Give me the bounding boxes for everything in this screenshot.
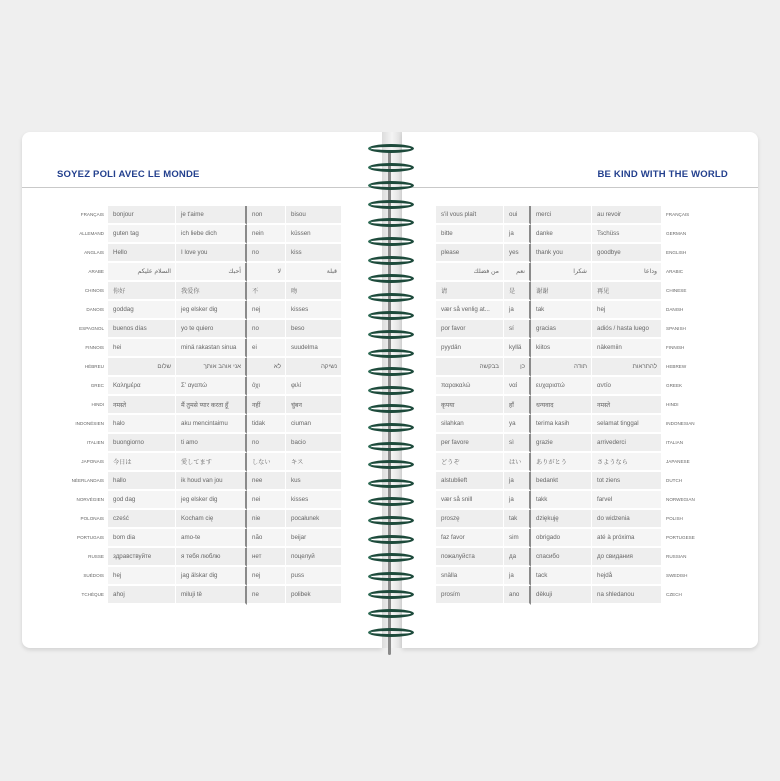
phrase-cell: arrivederci <box>592 434 662 453</box>
phrase-cell: bacio <box>286 434 342 453</box>
phrase-row <box>436 263 710 282</box>
phrase-row <box>436 282 710 301</box>
phrase-cell: ciuman <box>286 415 342 434</box>
phrase-cell: goddag <box>108 301 176 320</box>
phrase-cell: मैं तुमसे प्यार करता हूँ <box>176 396 247 415</box>
phrase-cell: Kocham cię <box>176 510 247 529</box>
phrase-row <box>52 206 342 225</box>
phrase-cell: نعم <box>504 263 531 282</box>
phrase-cell: tidak <box>247 415 286 434</box>
phrase-cell: παρακαλώ <box>436 377 504 396</box>
language-label: PORTUGESE <box>662 529 710 548</box>
phrase-cell: kus <box>286 472 342 491</box>
phrase-cell: miluji tě <box>176 586 247 605</box>
language-label: FINNISH <box>662 339 710 358</box>
phrase-cell: 再见 <box>592 282 662 301</box>
phrase-cell: please <box>436 244 504 263</box>
phrase-cell: vær så snill <box>436 491 504 510</box>
phrase-cell: dziękuję <box>531 510 592 529</box>
phrase-cell: adiós / hasta luego <box>592 320 662 339</box>
language-label: CZECH <box>662 586 710 605</box>
phrase-cell: नमस्ते <box>592 396 662 415</box>
phrase-row <box>436 491 710 510</box>
phrase-cell: ano <box>504 586 531 605</box>
phrase-row <box>436 453 710 472</box>
phrase-cell: au revoir <box>592 206 662 225</box>
phrase-row <box>436 472 710 491</box>
spiral-coil <box>368 237 414 246</box>
language-label: NÉERLANDAIS <box>52 472 108 491</box>
phrase-row <box>436 320 710 339</box>
phrase-cell: kisses <box>286 301 342 320</box>
phrase-row <box>436 415 710 434</box>
phrase-cell: vær så venlig at... <box>436 301 504 320</box>
phrase-cell: nei <box>247 491 286 510</box>
phrase-cell: 我爱你 <box>176 282 247 301</box>
phrase-cell: السلام عليكم <box>108 263 176 282</box>
left-phrase-table <box>52 206 342 605</box>
phrase-cell: さようなら <box>592 453 662 472</box>
phrase-cell: कृपया <box>436 396 504 415</box>
phrase-cell: non <box>247 206 286 225</box>
phrase-cell: yes <box>504 244 531 263</box>
phrase-cell: sim <box>504 529 531 548</box>
phrase-row <box>52 263 342 282</box>
phrase-cell: tot ziens <box>592 472 662 491</box>
phrase-row <box>52 510 342 529</box>
phrase-cell: ναί <box>504 377 531 396</box>
phrase-cell: до свидания <box>592 548 662 567</box>
phrase-cell: farvel <box>592 491 662 510</box>
phrase-cell: danke <box>531 225 592 244</box>
phrase-row <box>52 396 342 415</box>
phrase-cell: até à próxima <box>592 529 662 548</box>
phrase-cell: alstublieft <box>436 472 504 491</box>
phrase-cell: oui <box>504 206 531 225</box>
phrase-cell: כן <box>504 358 531 377</box>
phrase-cell: snälla <box>436 567 504 586</box>
language-label: RUSSIAN <box>662 548 710 567</box>
phrase-cell: amo-te <box>176 529 247 548</box>
phrase-cell: 你好 <box>108 282 176 301</box>
language-label: CHINOIS <box>52 282 108 301</box>
phrase-cell: 今日は <box>108 453 176 472</box>
phrase-cell: děkuji <box>531 586 592 605</box>
phrase-row <box>52 491 342 510</box>
phrase-cell: Σ' αγαπώ <box>176 377 247 396</box>
language-label: HEBREW <box>662 358 710 377</box>
phrase-cell: من فضلك <box>436 263 504 282</box>
phrase-cell: 请 <box>436 282 504 301</box>
phrase-cell: no <box>247 320 286 339</box>
phrase-cell: ahoj <box>108 586 176 605</box>
phrase-cell: bonjour <box>108 206 176 225</box>
phrase-cell: bom dia <box>108 529 176 548</box>
phrase-cell: Hello <box>108 244 176 263</box>
phrase-cell: φιλί <box>286 377 342 396</box>
phrase-cell: suudelma <box>286 339 342 358</box>
phrase-cell: pocałunek <box>286 510 342 529</box>
phrase-row <box>52 529 342 548</box>
phrase-row <box>436 567 710 586</box>
phrase-row <box>52 358 342 377</box>
phrase-cell: 愛してます <box>176 453 247 472</box>
phrase-cell: pyydän <box>436 339 504 358</box>
spiral-coil <box>368 609 414 618</box>
language-label: ITALIEN <box>52 434 108 453</box>
phrase-cell: キス <box>286 453 342 472</box>
phrase-cell: נשיקה <box>286 358 342 377</box>
phrase-cell: я тебя люблю <box>176 548 247 567</box>
spiral-coil <box>368 330 414 339</box>
phrase-row <box>436 548 710 567</box>
phrase-cell: ja <box>504 491 531 510</box>
phrase-cell: do widzenia <box>592 510 662 529</box>
phrase-cell: לא <box>247 358 286 377</box>
phrase-cell: terima kasih <box>531 415 592 434</box>
phrase-cell: ja <box>504 301 531 320</box>
phrase-cell: selamat tinggal <box>592 415 662 434</box>
left-page-title: SOYEZ POLI AVEC LE MONDE <box>57 169 200 180</box>
phrase-cell: I love you <box>176 244 247 263</box>
phrase-cell: ja <box>504 225 531 244</box>
phrase-row <box>436 510 710 529</box>
phrase-cell: por favor <box>436 320 504 339</box>
phrase-cell: no <box>247 434 286 453</box>
left-page <box>22 132 382 648</box>
phrase-row <box>436 358 710 377</box>
phrase-cell: ti amo <box>176 434 247 453</box>
language-label: SWEDISH <box>662 567 710 586</box>
language-label: ENGLISH <box>662 244 710 263</box>
phrase-cell: спасибо <box>531 548 592 567</box>
phrase-cell: kisses <box>286 491 342 510</box>
phrase-cell: na shledanou <box>592 586 662 605</box>
spiral-coil <box>368 163 414 172</box>
phrase-row <box>436 529 710 548</box>
phrase-cell: בבקשה <box>436 358 504 377</box>
phrase-cell: ありがとう <box>531 453 592 472</box>
language-label: GREC <box>52 377 108 396</box>
language-label: FINNOIS <box>52 339 108 358</box>
phrase-cell: küssen <box>286 225 342 244</box>
phrase-cell: puss <box>286 567 342 586</box>
phrase-cell: je t'aime <box>176 206 247 225</box>
phrase-row <box>52 301 342 320</box>
spiral-coil <box>368 516 414 525</box>
phrase-row <box>52 282 342 301</box>
phrase-cell: beijar <box>286 529 342 548</box>
phrase-row <box>436 206 710 225</box>
phrase-cell: bedankt <box>531 472 592 491</box>
spiral-coil <box>368 200 414 209</box>
phrase-cell: όχι <box>247 377 286 396</box>
phrase-cell: Καλημέρα <box>108 377 176 396</box>
phrase-cell: नहीं <box>247 396 286 415</box>
spiral-coil <box>368 572 414 581</box>
language-label: CHINESE <box>662 282 710 301</box>
phrase-cell: thank you <box>531 244 592 263</box>
phrase-cell: hej <box>108 567 176 586</box>
phrase-row <box>52 586 342 605</box>
phrase-row <box>436 339 710 358</box>
phrase-cell: لا <box>247 263 286 282</box>
language-label: ITALIAN <box>662 434 710 453</box>
phrase-cell: grazie <box>531 434 592 453</box>
phrase-cell: ya <box>504 415 531 434</box>
phrase-cell: пожалуйста <box>436 548 504 567</box>
language-label: INDONÉSIEN <box>52 415 108 434</box>
phrase-cell: धन्यवाद <box>531 396 592 415</box>
phrase-cell: どうぞ <box>436 453 504 472</box>
phrase-cell: здравствуйте <box>108 548 176 567</box>
phrase-row <box>52 548 342 567</box>
language-label: NORVÉGIEN <box>52 491 108 510</box>
phrase-row <box>436 244 710 263</box>
phrase-cell: beso <box>286 320 342 339</box>
phrase-cell: hallo <box>108 472 176 491</box>
phrase-row <box>436 434 710 453</box>
phrase-cell: hej <box>592 301 662 320</box>
phrase-cell: merci <box>531 206 592 225</box>
phrase-cell: ei <box>247 339 286 358</box>
phrase-cell: שלום <box>108 358 176 377</box>
phrase-cell: ik houd van jou <box>176 472 247 491</box>
phrase-cell: tak <box>531 301 592 320</box>
right-page <box>402 132 758 648</box>
phrase-cell: ne <box>247 586 286 605</box>
phrase-cell: sì <box>504 434 531 453</box>
spiral-coil <box>368 386 414 395</box>
language-label: FRANÇAIS <box>52 206 108 225</box>
phrase-row <box>52 244 342 263</box>
language-label: FRANÇAIS <box>662 206 710 225</box>
phrase-cell: takk <box>531 491 592 510</box>
phrase-cell: god dag <box>108 491 176 510</box>
phrase-row <box>52 453 342 472</box>
phrase-cell: hei <box>108 339 176 358</box>
phrase-cell: polibek <box>286 586 342 605</box>
phrase-cell: nej <box>247 567 286 586</box>
language-label: GREEK <box>662 377 710 396</box>
language-label: INDONESIAN <box>662 415 710 434</box>
phrase-cell: tack <box>531 567 592 586</box>
phrase-cell: ich liebe dich <box>176 225 247 244</box>
phrase-cell: nie <box>247 510 286 529</box>
spiral-coil <box>368 535 414 544</box>
phrase-row <box>436 586 710 605</box>
phrase-cell: kyllä <box>504 339 531 358</box>
phrase-cell: ja <box>504 472 531 491</box>
phrase-cell: näkemiin <box>592 339 662 358</box>
language-label: ANGLAIS <box>52 244 108 263</box>
phrase-cell: चुंबन <box>286 396 342 415</box>
language-label: GERMAN <box>662 225 710 244</box>
right-page-title: BE KIND WITH THE WORLD <box>597 169 728 180</box>
phrase-row <box>52 415 342 434</box>
phrase-cell: αντίο <box>592 377 662 396</box>
phrase-cell: नमस्ते <box>108 396 176 415</box>
phrase-cell: شكرا <box>531 263 592 282</box>
phrase-cell: 不 <box>247 282 286 301</box>
language-label: HINDI <box>662 396 710 415</box>
phrase-cell: buenos días <box>108 320 176 339</box>
phrase-cell: قبلة <box>286 263 342 282</box>
phrase-cell: 谢谢 <box>531 282 592 301</box>
phrase-cell: goodbye <box>592 244 662 263</box>
phrase-cell: وداعا <box>592 263 662 282</box>
right-phrase-table <box>436 206 710 605</box>
spiral-coil <box>368 256 414 265</box>
language-label: HÉBREU <box>52 358 108 377</box>
phrase-cell: да <box>504 548 531 567</box>
phrase-cell: bisou <box>286 206 342 225</box>
language-label: DANISH <box>662 301 710 320</box>
phrase-cell: しない <box>247 453 286 472</box>
language-label: RUSSE <box>52 548 108 567</box>
phrase-row <box>52 567 342 586</box>
phrase-cell: להתראות <box>592 358 662 377</box>
phrase-cell: proszę <box>436 510 504 529</box>
phrase-cell: hejdå <box>592 567 662 586</box>
phrase-cell: はい <box>504 453 531 472</box>
phrase-cell: silahkan <box>436 415 504 434</box>
language-label: NORWEGIAN <box>662 491 710 510</box>
phrase-cell: jeg elsker dig <box>176 491 247 510</box>
phrase-cell: minä rakastan sinua <box>176 339 247 358</box>
phrase-cell: cześć <box>108 510 176 529</box>
phrase-row <box>436 301 710 320</box>
phrase-cell: kiss <box>286 244 342 263</box>
phrase-cell: jag älskar dig <box>176 567 247 586</box>
language-label: DUTCH <box>662 472 710 491</box>
language-label: ARABE <box>52 263 108 282</box>
phrase-row <box>52 434 342 453</box>
language-label: ALLEMAND <box>52 225 108 244</box>
phrase-cell: faz favor <box>436 529 504 548</box>
phrase-row <box>52 339 342 358</box>
phrase-cell: 是 <box>504 282 531 301</box>
phrase-cell: jeg elsker dig <box>176 301 247 320</box>
phrase-cell: ja <box>504 567 531 586</box>
phrase-cell: поцелуй <box>286 548 342 567</box>
phrase-row <box>52 377 342 396</box>
phrase-cell: buongiorno <box>108 434 176 453</box>
phrase-row <box>52 320 342 339</box>
spiral-coil <box>368 628 414 637</box>
spiral-coil <box>368 442 414 451</box>
title-divider <box>22 187 382 188</box>
language-label: HINDI <box>52 396 108 415</box>
phrase-cell: gracias <box>531 320 592 339</box>
spiral-coil <box>368 349 414 358</box>
phrase-cell: nein <box>247 225 286 244</box>
phrase-cell: हाँ <box>504 396 531 415</box>
phrase-cell: kiitos <box>531 339 592 358</box>
phrase-cell: yo te quiero <box>176 320 247 339</box>
language-label: DANOIS <box>52 301 108 320</box>
language-label: PORTUGAIS <box>52 529 108 548</box>
phrase-cell: tak <box>504 510 531 529</box>
phrase-cell: Tschüss <box>592 225 662 244</box>
phrase-cell: nej <box>247 301 286 320</box>
spiral-coil <box>368 479 414 488</box>
spiral-coil <box>368 293 414 302</box>
phrase-cell: أحبك <box>176 263 247 282</box>
phrase-cell: 吻 <box>286 282 342 301</box>
language-label: SUÉDOIS <box>52 567 108 586</box>
phrase-cell: não <box>247 529 286 548</box>
spiral-coil <box>368 144 414 153</box>
language-label: JAPANESE <box>662 453 710 472</box>
phrase-cell: нет <box>247 548 286 567</box>
phrase-cell: אני אוהב אותך <box>176 358 247 377</box>
phrase-cell: ευχαριστώ <box>531 377 592 396</box>
language-label: TCHÈQUE <box>52 586 108 605</box>
phrase-cell: sí <box>504 320 531 339</box>
phrase-cell: prosím <box>436 586 504 605</box>
language-label: SPANISH <box>662 320 710 339</box>
phrase-row <box>52 225 342 244</box>
phrase-row <box>436 225 710 244</box>
title-divider <box>402 187 758 188</box>
language-label: POLONAIS <box>52 510 108 529</box>
phrase-cell: per favore <box>436 434 504 453</box>
phrase-row <box>436 377 710 396</box>
phrase-cell: guten tag <box>108 225 176 244</box>
phrase-cell: s'il vous plaît <box>436 206 504 225</box>
phrase-cell: obrigado <box>531 529 592 548</box>
language-label: ESPAGNOL <box>52 320 108 339</box>
language-label: ARABIC <box>662 263 710 282</box>
phrase-cell: halo <box>108 415 176 434</box>
phrase-row <box>436 396 710 415</box>
language-label: POLISH <box>662 510 710 529</box>
language-label: JAPONAIS <box>52 453 108 472</box>
phrase-cell: bitte <box>436 225 504 244</box>
phrase-row <box>52 472 342 491</box>
phrase-cell: aku mencintaimu <box>176 415 247 434</box>
phrase-cell: no <box>247 244 286 263</box>
spiral-coil <box>368 423 414 432</box>
phrase-cell: תודה <box>531 358 592 377</box>
phrase-cell: nee <box>247 472 286 491</box>
